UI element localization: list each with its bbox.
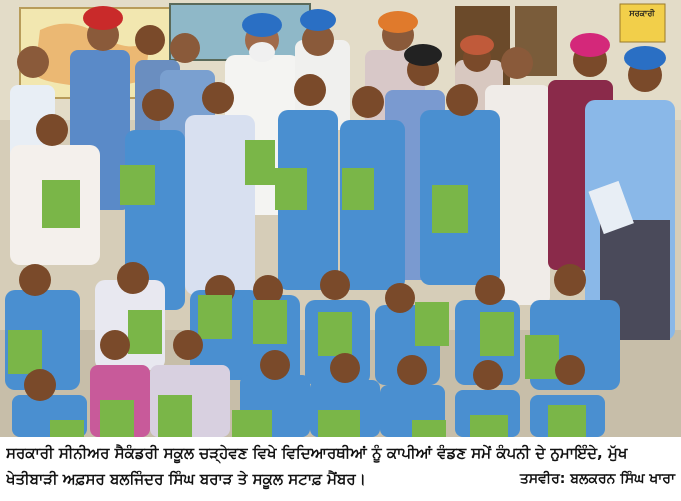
caption-line-1: ਸਰਕਾਰੀ ਸੀਨੀਅਰ ਸੈਕੰਡਰੀ ਸਕੂਲ ਚੜ੍ਹੇਵਣ ਵਿਖੇ ਵਿਦਿਆਰਥੀਆਂ ਨੂੰ ਕਾਪੀਆਂ ਵੰਡਣ ਸਮੇਂ ਕੰਪਨੀ ਦੇ ਨੁਮਾਇੰਦੇ, ਮੁੱਖ [6,444,628,462]
pink-turban [570,33,610,57]
school-sign-text: ਸਰਕਾਰੀ [629,9,655,18]
red-turban [83,6,123,30]
blue-turban [242,13,282,37]
caption-line-2: ਖੇਤੀਬਾੜੀ ਅਫ਼ਸਰ ਬਲਜਿੰਦਰ ਸਿੰਘ ਬਰਾੜ ਤੇ ਸਕੂਲ ਸਟਾਫ਼ ਮੈਂਬਰ। [6,470,366,488]
photo-caption [6,440,675,498]
orange-turban [378,11,418,33]
photo-credit: ਤਸਵੀਰ: ਬਲਕਰਨ ਸਿੰਘ ਖਾਰਾ [519,471,675,487]
